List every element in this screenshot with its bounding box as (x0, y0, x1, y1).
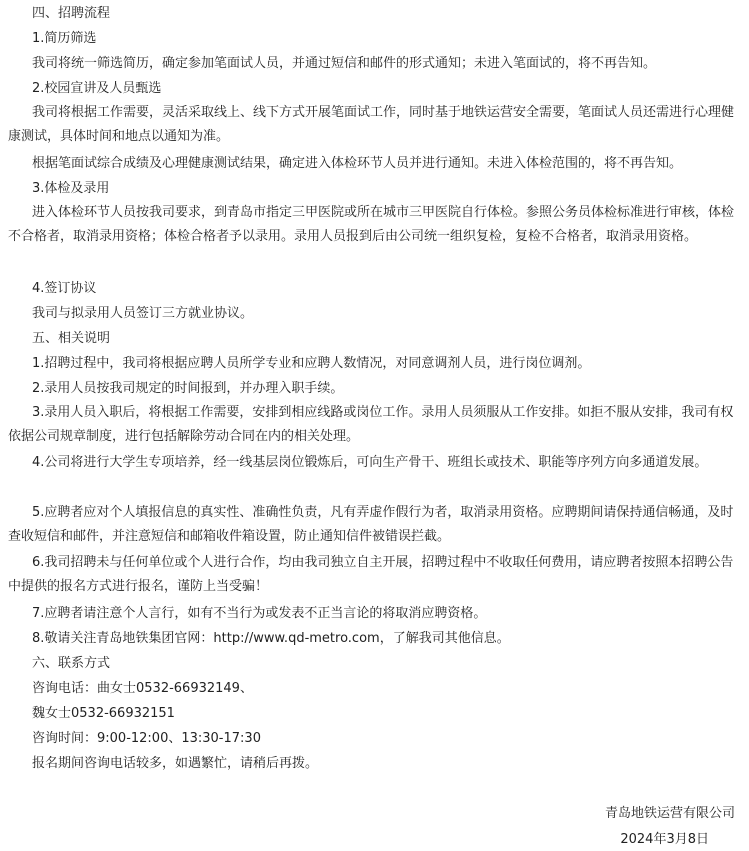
note-item-7: 7.应聘者请注意个人言行，如有不当行为或发表不正当言论的将取消应聘资格。 (32, 606, 487, 621)
paragraph-physical-exam-notice: 根据笔面试综合成绩及心理健康测试结果，确定进入体检环节人员并进行通知。未进入体检范围的，将不再告知。 (32, 156, 683, 171)
subheading-campus-selection: 2.校园宣讲及人员甄选 (32, 81, 162, 96)
paragraph-campus-selection: 我司将根据工作需要，灵活采取线上、线下方式开展笔面试工作，同时基于地铁运营安全需要，笔面试人员还需进行心理健康测试，具体时间和地点以通知为准。 (8, 105, 735, 144)
section-heading-recruitment-process: 四、招聘流程 (32, 6, 111, 21)
note-item-4: 4.公司将进行大学生专项培养，经一线基层岗位锻炼后，可向生产骨干、班组长或技术、职能等序列方向多通道发展。 (32, 455, 708, 470)
section-heading-notes: 五、相关说明 (32, 331, 111, 346)
note-item-8: 8.敬请关注青岛地铁集团官网：http://www.qd-metro.com，了解我司其他信息。 (32, 631, 510, 646)
note-item-5: 5.应聘者应对个人填报信息的真实性、准确性负责，凡有弄虚作假行为者，取消录用资格。应聘期间请保持通信畅通，及时查收短信和邮件，并注意短信和邮箱收件箱设置，防止通知信件被错误拦截。 (8, 505, 734, 544)
subheading-exam-hiring: 3.体检及录用 (32, 181, 110, 196)
contact-hours: 咨询时间：9:00-12:00、13:30-17:30 (32, 731, 261, 746)
note-item-1: 1.招聘过程中，我司将根据应聘人员所学专业和应聘人数情况，对同意调剂人员，进行岗位调剂。 (32, 356, 591, 371)
note-item-6: 6.我司招聘未与任何单位或个人进行合作，均由我司独立自主开展，招聘过程中不收取任何费用，请应聘者按照本招聘公告中提供的报名方式进行报名，谨防上当受骗！ (8, 555, 734, 594)
section-heading-contact: 六、联系方式 (32, 656, 111, 671)
note-item-3: 3.录用人员入职后，将根据工作需要，安排到相应线路或岗位工作。录用人员须服从工作安排。如拒不服从安排，我司有权依据公司规章制度，进行包括解除劳动合同在内的相关处理。 (8, 405, 734, 444)
note-item-2: 2.录用人员按我司规定的时间报到，并办理入职手续。 (32, 381, 344, 396)
paragraph-exam-hiring: 进入体检环节人员按我司要求，到青岛市指定三甲医院或所在城市三甲医院自行体检。参照公务员体检标准进行审核，体检不合格者，取消录用资格；体检合格者予以录用。录用人员报到后由公司统一组织复检，复检不合格者，取消录用资格。 (8, 205, 735, 244)
paragraph-sign-agreement: 我司与拟录用人员签订三方就业协议。 (32, 306, 254, 321)
subheading-sign-agreement: 4.签订协议 (32, 281, 97, 296)
signature-date: 2024年3月8日 (620, 832, 709, 847)
subheading-resume-screening: 1.简历筛选 (32, 31, 97, 46)
contact-phone-1: 咨询电话：曲女士0532-66932149、 (32, 681, 253, 696)
signature-company: 青岛地铁运营有限公司 (604, 806, 735, 821)
contact-phone-2: 魏女士0532-66932151 (32, 706, 175, 721)
paragraph-resume-screening: 我司将统一筛选简历，确定参加笔面试人员，并通过短信和邮件的形式通知；未进入笔面试的，将不再告知。 (32, 56, 657, 71)
contact-note: 报名期间咨询电话较多，如遇繁忙，请稍后再拨。 (32, 756, 319, 771)
